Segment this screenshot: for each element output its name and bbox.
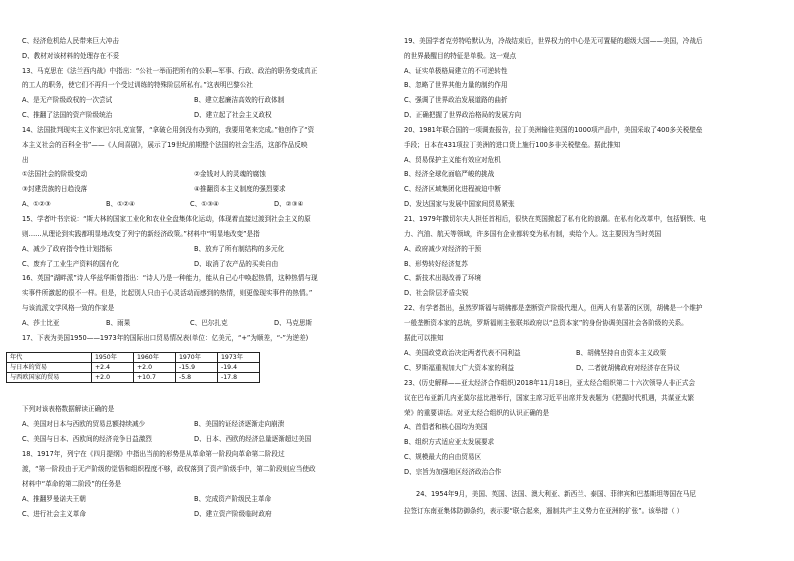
line-text: 力、汽油、航天等领域，许多国有企业都转变为私有制，卖给个人。这主要因为当时英国 (404, 230, 662, 238)
text-line (404, 67, 507, 75)
text-line (404, 379, 695, 387)
line-text: 14、法国批判现实主义作家巴尔扎克宣誓，“拿破仑用剑没有办到的，我要用笔来完成。”他创作了“资 (22, 126, 315, 134)
line-text: 下列对该表格数据解读正确的是 (22, 405, 115, 413)
line-text: 据此可以推知 (404, 334, 444, 342)
option-text: ②金钱对人的灵魂的腐蚀 (194, 170, 266, 178)
text-line (22, 435, 152, 443)
text-line (22, 156, 29, 164)
line-text: ①法国社会的阶级变动 (22, 170, 88, 178)
option-text: B、雨果 (106, 319, 131, 327)
line-text: A、推翻罗曼诺夫王朝 (22, 495, 86, 503)
option-text: B、放弃了所有制结构的多元化 (194, 245, 285, 253)
text-line (22, 245, 112, 253)
table-cell: -17.8 (218, 373, 260, 383)
text-line (22, 52, 119, 60)
text-line (22, 67, 317, 75)
text-line (404, 319, 688, 327)
text-line (22, 319, 59, 327)
table-row (7, 363, 260, 373)
line-text: C、进行社会主义革命 (22, 510, 86, 518)
table-cell: +2.0 (134, 363, 176, 373)
text-line (404, 126, 703, 134)
line-text: 19、美国学者克劳特哈默认为，冷战结束后，世界权力的中心是无可置疑的超级大国——美国，冷战后 (404, 37, 703, 45)
text-line (22, 289, 312, 297)
line-text: 22、有学者指出，虽然罗斯福与胡佛都是垄断资产阶级代理人，但两人有显著的区别，胡佛是一个维护 (404, 304, 703, 312)
option-text: D、建立资产阶级临时政府 (194, 510, 272, 518)
table-cell: -19.4 (218, 363, 260, 373)
option-text: B、①②④ (106, 200, 135, 208)
line-text: A、证实单极格局建立的不可逆转性 (404, 67, 508, 75)
line-text: B、形势转好经济复苏 (404, 260, 468, 268)
text-line (404, 200, 515, 208)
line-text: 与该流派文学风格一致的作家是 (22, 304, 115, 312)
line-text: 的世界最醒目的特征是单极。这一观点 (404, 52, 517, 60)
line-text: 16、英国“湖畔派”诗人华兹华斯曾指出：“诗人乃是一种能力，能从自己心中唤起热情，这种热情与现 (22, 274, 318, 282)
text-line (22, 141, 307, 149)
line-text: D、宗旨为加强地区经济政治合作 (404, 468, 502, 476)
line-text: A、减少了政府指令性计划指标 (22, 245, 113, 253)
line-text: 本主义社会的百科全书”——《人间喜剧》，展示了19世纪前期整个法国的社会生活，这部作品反映 (22, 141, 308, 149)
line-text: C、经济危机给人民带来巨大冲击 (22, 37, 119, 45)
text-line (22, 405, 114, 413)
line-text: 荣》的重要讲话。对亚太经合组织的认识正确的是 (404, 409, 550, 417)
text-line (22, 126, 314, 134)
option-text: ④推翻资本主义制度的强烈要求 (194, 185, 286, 193)
text-line (22, 215, 311, 223)
line-text: C、新技术出现改善了环境 (404, 274, 482, 282)
text-line (404, 96, 508, 104)
table-header-cell: 1960年 (134, 353, 176, 363)
line-text: 实事件所激起的很不一样。但是，比起别人只由于心灵活动而感到的热情，则更像现实事件的热情。” (22, 289, 313, 297)
text-line (404, 141, 620, 149)
line-text: 23、(历史解释——亚太经济合作组织)2018年11月18日，亚太经合组织第二十六次领导人非正式会 (404, 379, 696, 387)
text-line (404, 274, 481, 282)
line-text: 手段；日本在431项拉丁美洲的进口货上施行100多非关税壁垒。据此推知 (404, 141, 621, 149)
text-line (404, 230, 661, 238)
line-text: A、首倡者和核心国均为美国 (404, 423, 488, 431)
table-header-row (7, 353, 260, 363)
text-line (404, 260, 468, 268)
text-line (404, 245, 481, 253)
text-line (22, 420, 145, 428)
text-line (22, 304, 114, 312)
table-cell: +2.0 (92, 373, 134, 383)
text-line (22, 200, 51, 208)
text-line (22, 450, 285, 458)
line-text: 21、1979年撒切尔夫人担任首相后，很快在英国掀起了私有化的浪潮。在私有化改革中，包括钢铁、电 (404, 215, 707, 223)
option-text: D、②③④ (274, 200, 304, 208)
text-line (404, 289, 468, 297)
text-line (404, 349, 521, 357)
line-text: A、莎士比亚 (22, 319, 60, 327)
line-text: C、经济区域集团化进程被迫中断 (404, 185, 501, 193)
text-line (22, 185, 87, 193)
line-text: 13、马克思在《法兰西内战》中指出：“公社一举而把所有的公职—军事、行政、政治的职务变成真正 (22, 67, 318, 75)
text-line (22, 480, 121, 488)
line-text: A、美国对日本与西欧的贸易总额持续减少 (22, 420, 146, 428)
option-text: D、建立起了社会主义政权 (194, 111, 272, 119)
table-header-cell: 1970年 (176, 353, 218, 363)
line-text: 拉签订东南亚集体防御条约，表示要“联合起来，遏制共产主义势力在亚洲的扩张”。该举措（ ） (404, 507, 684, 515)
line-text: D、社会阶层矛盾尖锐 (404, 289, 469, 297)
text-line (404, 215, 706, 223)
text-line (404, 156, 501, 164)
line-text: 的工人的职务，使它们不再归一个受过训练的特殊阶层所私有。”这表明巴黎公社 (22, 81, 253, 89)
table-header-cell: 1950年 (92, 353, 134, 363)
table-cell: +2.4 (92, 363, 134, 373)
line-text: C、强调了世界政治发展道路的曲折 (404, 96, 508, 104)
line-text: ③封建贵族的日趋没落 (22, 185, 88, 193)
text-line (22, 260, 119, 268)
line-text: 17、下表为美国1950——1973年的国际出口贸易情况表(单位：亿美元，“+”为顺差，“-”为逆差) (22, 334, 309, 342)
line-text: D、发达国家与发展中国家间贸易紧张 (404, 200, 515, 208)
option-text: C、巴尔扎克 (190, 319, 228, 327)
line-text: D、正确把握了世界政治格局的发展方向 (404, 111, 522, 119)
text-line (404, 394, 694, 402)
line-text: D、教材对该材料的处理存在不妥 (22, 52, 120, 60)
text-line (404, 37, 703, 45)
text-line (22, 465, 316, 473)
table-cell: 与日本的贸易 (7, 363, 92, 373)
option-text: D、日本、西欧的经济总量逐渐超过美国 (194, 435, 312, 443)
text-line (22, 170, 87, 178)
text-line (404, 334, 444, 342)
text-line (404, 170, 494, 178)
line-text: A、是无产阶级政权的一次尝试 (22, 96, 113, 104)
line-text: A、①②③ (22, 200, 51, 208)
line-text: 24、1954年9月，美国、英国、法国、澳大利亚、新西兰、泰国、菲律宾和巴基斯坦等国在马尼 (416, 490, 696, 498)
table-row (7, 373, 260, 383)
option-text: B、美国的证经济逐渐走向崩溃 (194, 420, 285, 428)
text-line (404, 185, 501, 193)
table-cell: 与西欧国家的贸易 (7, 373, 92, 383)
option-text: B、完成资产阶级民主革命 (194, 495, 272, 503)
text-line (22, 81, 253, 89)
option-text: C、①③④ (190, 200, 219, 208)
table-cell: +10.7 (134, 373, 176, 383)
line-text: 议在巴布亚新几内亚莫尔兹比港举行，国家主席习近平出席并发表题为《把握时代机遇，共谋亚太繁 (404, 394, 695, 402)
line-text: 18、1917年，列宁在《四月提纲》中指出当前的形势是从革命第一阶段向革命第二阶段过 (22, 450, 285, 458)
text-line (22, 230, 260, 238)
text-line (22, 334, 308, 342)
text-line (22, 510, 86, 518)
option-text: B、胡佛坚持自由资本主义政策 (576, 349, 667, 357)
trade-table (6, 352, 260, 383)
text-line (404, 364, 514, 372)
text-line (22, 111, 112, 119)
line-text: A、贸易保护主义能有效应对危机 (404, 156, 501, 164)
table-cell: -5.8 (176, 373, 218, 383)
text-line (416, 490, 696, 498)
line-text: A、政府减少对经济的干预 (404, 245, 482, 253)
line-text: 出 (22, 156, 29, 164)
line-text: B、组织方式适应亚太发展要求 (404, 438, 495, 446)
text-line (404, 81, 507, 89)
line-text: 渡，“第一阶段由于无产阶级的觉悟和组织程度不够，政权落到了资产阶级手中，第二阶段则应当使政 (22, 465, 316, 473)
text-line (22, 495, 86, 503)
line-text: 则……从理论到实践都明显地改变了列宁的新经济政策。”材料中“明显地改变”是指 (22, 230, 260, 238)
option-text: D、取消了农产品的买卖自由 (194, 260, 279, 268)
text-line (404, 304, 703, 312)
line-text: 20、1981年联合国的一项调查报告，拉丁美洲输往美国的1000项产品中，美国采取了400多关税壁垒 (404, 126, 703, 134)
line-text: 15、学者叶书宗说：“斯大林的国家工业化和农业全盘集体化运动，体现着直接过渡到社会主义的原 (22, 215, 311, 223)
option-text: D、马克思斯 (274, 319, 313, 327)
line-text: C、废弃了工业生产资料的国有化 (22, 260, 119, 268)
text-line (22, 37, 119, 45)
line-text: A、美国政党政治决定两者代表不同利益 (404, 349, 521, 357)
line-text: B、经济全球化面临严峻的挑战 (404, 170, 495, 178)
text-line (404, 438, 494, 446)
line-text: C、美国与日本、西欧间的经济竞争日益激烈 (22, 435, 152, 443)
text-line (404, 423, 488, 431)
text-line (404, 507, 683, 515)
option-text: B、建立起廉洁高效的行政体制 (194, 96, 285, 104)
text-line (22, 274, 318, 282)
line-text: 材料中“革命的第二阶段”的任务是 (22, 480, 122, 488)
table-header-cell: 1973年 (218, 353, 260, 363)
line-text: C、规模最大的自由贸易区 (404, 453, 482, 461)
table-header-cell: 年代 (7, 353, 92, 363)
text-line (404, 409, 549, 417)
text-line (404, 111, 521, 119)
table-cell: -15.9 (176, 363, 218, 373)
line-text: C、推翻了法国的资产阶级统治 (22, 111, 113, 119)
line-text: 一般垄断资本家的总统，罗斯福则主张联邦政府以“总资本家”的身份协调美国社会各阶级的关系。 (404, 319, 688, 327)
option-text: D、二者就胡佛政府对经济存在异议 (576, 364, 680, 372)
text-line (22, 96, 112, 104)
text-line (404, 52, 516, 60)
line-text: C、罗斯福重视加大广大资本家的利益 (404, 364, 515, 372)
line-text: B、忽略了世界其他力量的制约作用 (404, 81, 508, 89)
text-line (404, 468, 501, 476)
text-line (404, 453, 481, 461)
